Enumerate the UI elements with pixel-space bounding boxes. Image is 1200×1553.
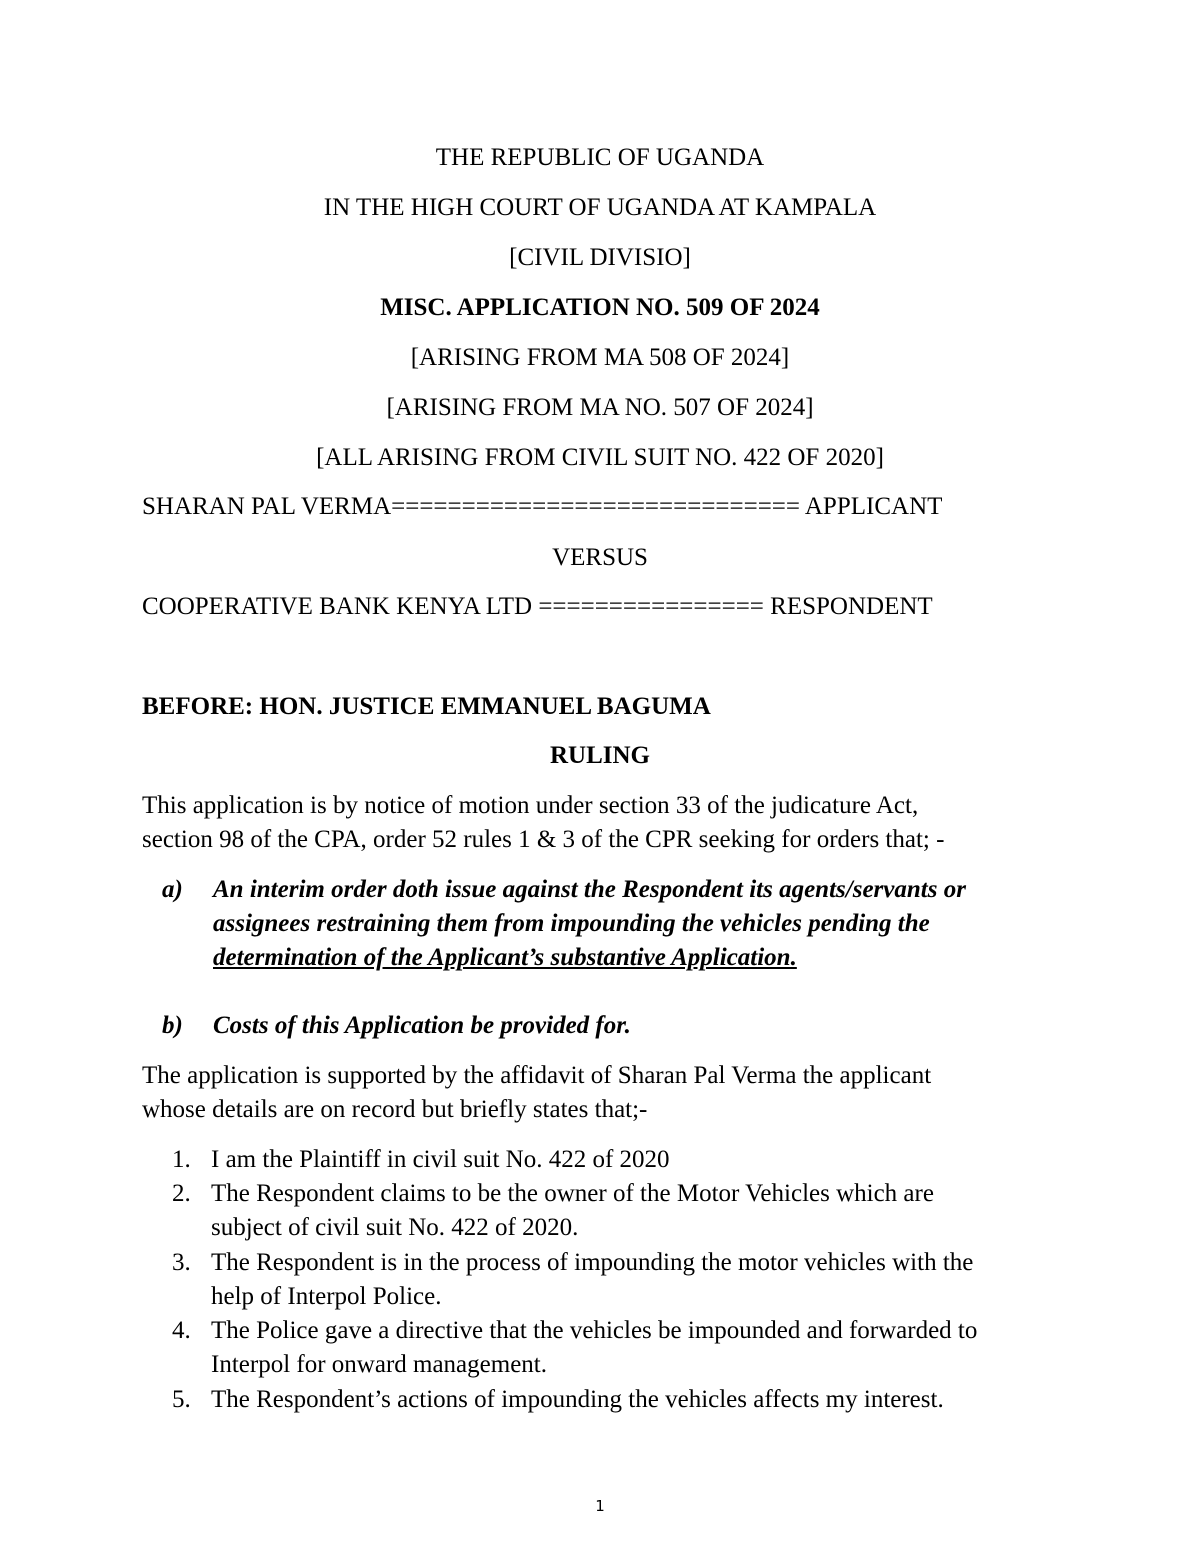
court-heading: IN THE HIGH COURT OF UGANDA AT KAMPALA xyxy=(323,194,877,221)
country-heading: THE REPUBLIC OF UGANDA xyxy=(435,144,765,171)
point-1-line-1: I am the Plaintiff in civil suit No. 422 of 2020 xyxy=(211,1146,670,1173)
order-b-letter: b) xyxy=(162,1012,183,1039)
versus-line: VERSUS xyxy=(552,544,648,571)
point-1-number: 1. xyxy=(172,1146,191,1173)
order-b-line-1: Costs of this Application be provided for. xyxy=(213,1012,631,1039)
point-4-line-1: The Police gave a directive that the vehicles be impounded and forwarded to xyxy=(211,1317,978,1344)
affidavit-line-2: whose details are on record but briefly states that;- xyxy=(142,1096,648,1123)
arising-from-3: [ALL ARISING FROM CIVIL SUIT NO. 422 OF 2020] xyxy=(316,444,884,471)
application-number: MISC. APPLICATION NO. 509 OF 2024 xyxy=(380,294,820,321)
division-heading: [CIVIL DIVISIO] xyxy=(509,244,691,271)
ruling-title: RULING xyxy=(549,742,650,769)
point-4-number: 4. xyxy=(172,1317,191,1344)
order-a-letter: a) xyxy=(162,876,183,903)
order-a-line-2: assignees restraining them from impounding the vehicles pending the xyxy=(213,910,930,937)
point-2-number: 2. xyxy=(172,1180,191,1207)
respondent-line: COOPERATIVE BANK KENYA LTD ================ RESPONDENT xyxy=(142,593,933,620)
point-3-line-1: The Respondent is in the process of impounding the motor vehicles with the xyxy=(211,1249,974,1276)
point-2-line-2: subject of civil suit No. 422 of 2020. xyxy=(211,1214,579,1241)
judge-line: BEFORE: HON. JUSTICE EMMANUEL BAGUMA xyxy=(142,693,711,720)
point-2-line-1: The Respondent claims to be the owner of the Motor Vehicles which are xyxy=(211,1180,934,1207)
order-a-line-3: determination of the Applicant’s substantive Application. xyxy=(213,944,797,971)
page-number: 1 xyxy=(595,1497,605,1515)
intro-line-1: This application is by notice of motion under section 33 of the judicature Act, xyxy=(142,792,919,819)
applicant-line: SHARAN PAL VERMA============================= APPLICANT xyxy=(142,493,943,520)
point-4-line-2: Interpol for onward management. xyxy=(211,1351,547,1378)
order-a-line-1: An interim order doth issue against the Respondent its agents/servants or xyxy=(213,876,966,903)
point-5-number: 5. xyxy=(172,1386,191,1413)
point-5-line-1: The Respondent’s actions of impounding the vehicles affects my interest. xyxy=(211,1386,944,1413)
intro-line-2: section 98 of the CPA, order 52 rules 1 & 3 of the CPR seeking for orders that; - xyxy=(142,826,945,853)
arising-from-1: [ARISING FROM MA 508 OF 2024] xyxy=(410,344,790,371)
point-3-line-2: help of Interpol Police. xyxy=(211,1283,442,1310)
arising-from-2: [ARISING FROM MA NO. 507 OF 2024] xyxy=(386,394,814,421)
point-3-number: 3. xyxy=(172,1249,191,1276)
affidavit-line-1: The application is supported by the affidavit of Sharan Pal Verma the applicant xyxy=(142,1062,932,1089)
